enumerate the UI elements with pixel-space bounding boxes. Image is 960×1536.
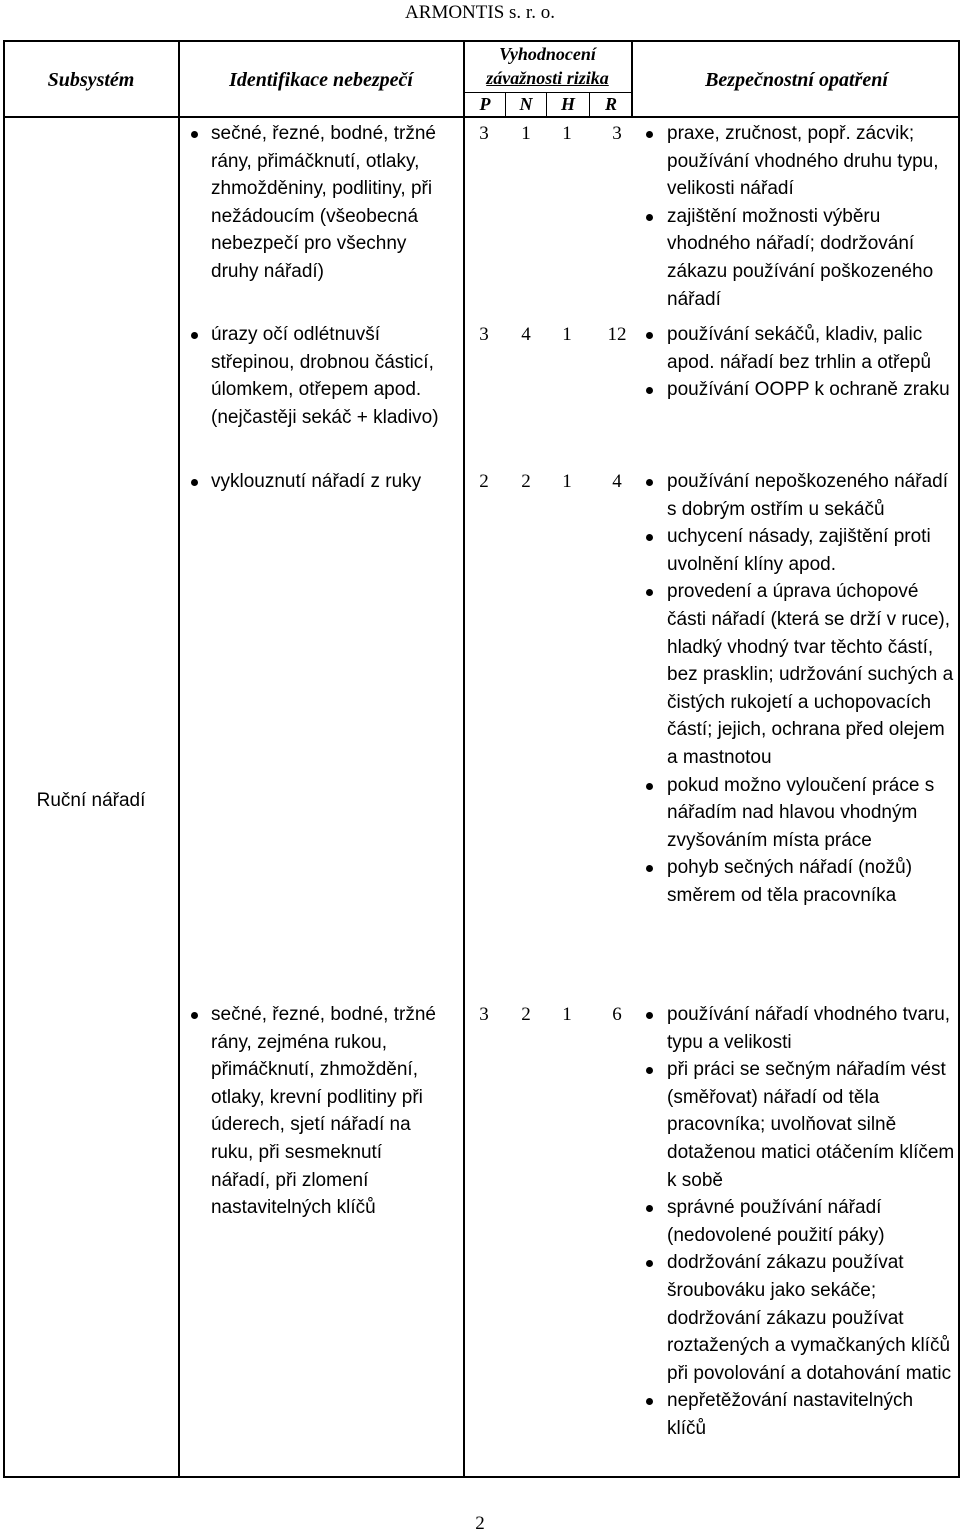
hazard-item	[181, 120, 446, 286]
score-n: 1	[521, 123, 531, 144]
measure-item	[637, 1249, 955, 1387]
measure-text: dodržování zákazu používat šroubováku jako sekáče; dodržování zákazu používat roztažených a vymačkaných klíčů při povolování a dotahování matic	[667, 1252, 952, 1384]
header-subsystem: Subsystém	[47, 69, 135, 91]
bullet-icon	[646, 1398, 653, 1405]
bullet-icon	[191, 332, 198, 339]
col-divider-1	[178, 40, 180, 1478]
measure-item	[637, 1194, 955, 1249]
measure-item	[637, 376, 955, 404]
measure-item	[637, 468, 955, 523]
header-bottom-border	[3, 116, 960, 118]
score-p: 3	[479, 123, 489, 144]
header-eval-line2: závažnosti rizika	[486, 68, 609, 88]
score-n: 2	[521, 471, 531, 492]
measure-item	[637, 523, 955, 578]
bullet-icon	[646, 214, 653, 221]
measure-item	[637, 120, 955, 203]
subsystem-name: Ruční nářadí	[36, 790, 146, 811]
bullet-icon	[646, 1012, 653, 1019]
measure-text: používání OOPP k ochraně zraku	[667, 379, 950, 401]
company-name: ARMONTIS s. r. o.	[405, 2, 555, 23]
measure-text: provedení a úprava úchopové části nářadí (která se drží v ruce), hladký vhodný tvar těchto částí, bez prasklin; udržování suchých a čistých rukojetí a uchopovacích částí; jejich, ochrana před olejem a mastnotou	[667, 581, 954, 768]
measure-text: správné používání nářadí (nedovolené použití páky)	[667, 1197, 885, 1246]
bullet-icon	[646, 534, 653, 541]
score-n: 2	[521, 1004, 531, 1025]
bullet-icon	[646, 865, 653, 872]
measure-text: nepřetěžování nastavitelných klíčů	[667, 1390, 914, 1439]
score-n: 4	[521, 324, 531, 345]
page-number: 2	[475, 1513, 485, 1534]
header-h: H	[560, 94, 575, 114]
measure-text: používání nepoškozeného nářadí s dobrým ostřím u sekáčů	[667, 471, 948, 520]
score-h: 1	[562, 1004, 572, 1025]
measure-item	[637, 1387, 955, 1442]
header-eval-line1: Vyhodnocení	[499, 44, 596, 64]
col-divider-2	[463, 40, 465, 1478]
hazard-item	[181, 468, 446, 496]
hazard-list-row-3	[181, 468, 446, 496]
bullet-icon	[646, 387, 653, 394]
hazard-text: úrazy očí odlétnuvší střepinou, drobnou částicí, úlomkem, otřepem apod. (nejčastěji sekáč + kladivo)	[211, 324, 439, 428]
bullet-icon	[646, 479, 653, 486]
score-r: 12	[607, 324, 627, 345]
measure-list-row-3	[637, 468, 955, 910]
score-p: 3	[479, 324, 489, 345]
measure-item	[637, 203, 955, 313]
score-r: 3	[612, 123, 622, 144]
header-n: N	[519, 94, 533, 114]
hazard-list-row-2	[181, 321, 446, 431]
hazard-item	[181, 1001, 446, 1222]
header-safety-measures: Bezpečnostní opatření	[705, 69, 888, 91]
score-h: 1	[562, 123, 572, 144]
bullet-icon	[646, 131, 653, 138]
score-r: 4	[612, 471, 622, 492]
table-left-border	[3, 40, 5, 1478]
measure-text: používání nářadí vhodného tvaru, typu a velikosti	[667, 1004, 951, 1053]
measure-item	[637, 1056, 955, 1194]
pnhr-divider-3	[589, 92, 590, 117]
bullet-icon	[646, 332, 653, 339]
measure-item	[637, 854, 955, 909]
hazard-text: sečné, řezné, bodné, tržné rány, přimáčknutí, otlaky, zhmožděniny, podlitiny, při nežádoucím (všeobecná nebezpečí pro všechny druhy nářadí)	[211, 123, 436, 282]
measure-list-row-1	[637, 120, 955, 313]
score-h: 1	[562, 324, 572, 345]
hazard-list-row-1	[181, 120, 446, 286]
bullet-icon	[191, 131, 198, 138]
measure-item	[637, 772, 955, 855]
measure-text: používání sekáčů, kladiv, palic apod. nářadí bez trhlin a otřepů	[667, 324, 932, 373]
score-h: 1	[562, 471, 572, 492]
hazard-text: sečné, řezné, bodné, tržné rány, zejména rukou, přimáčknutí, zhmoždění, otlaky, krevní podlitiny při úderech, sjetí nářadí na ruku, při sesmeknutí nářadí, při zlomení nastavitelných klíčů	[211, 1004, 436, 1219]
header-r: R	[604, 94, 617, 114]
measure-list-row-2	[637, 321, 955, 404]
measure-text: při práci se sečným nářadím vést (směřovat) nářadí od těla pracovníka; uvolňovat silně dotaženou matici otáčením klíčem k sobě	[667, 1059, 955, 1191]
score-p: 2	[479, 471, 489, 492]
bullet-icon	[646, 1067, 653, 1074]
measure-item	[637, 321, 955, 376]
bullet-icon	[646, 589, 653, 596]
hazard-item	[181, 321, 446, 431]
bullet-icon	[646, 1205, 653, 1212]
header-p: P	[479, 94, 491, 114]
bullet-icon	[191, 479, 198, 486]
score-r: 6	[612, 1004, 622, 1025]
hazard-list-row-4	[181, 1001, 446, 1222]
measure-text: pokud možno vyloučení práce s nářadím nad hlavou vhodným zvyšováním místa práce	[667, 774, 935, 851]
header-hazard-identification: Identifikace nebezpečí	[229, 69, 413, 91]
measure-text: uchycení násady, zajištění proti uvolnění klíny apod.	[667, 526, 931, 575]
pnhr-divider-2	[546, 92, 547, 117]
measure-item	[637, 578, 955, 771]
measure-list-row-4	[637, 1001, 955, 1443]
hazard-text: vyklouznutí nářadí z ruky	[211, 471, 422, 492]
table-bottom-border	[3, 1476, 960, 1478]
measure-text: praxe, zručnost, popř. zácvik; používání vhodného druhu typu, velikosti nářadí	[667, 123, 939, 200]
header-risk-evaluation	[465, 42, 630, 90]
bullet-icon	[191, 1012, 198, 1019]
measure-text: pohyb sečných nářadí (nožů) směrem od těla pracovníka	[667, 857, 913, 906]
measure-text: zajištění možnosti výběru vhodného nářadí; dodržování zákazu používání poškozeného nářadí	[667, 205, 934, 310]
score-p: 3	[479, 1004, 489, 1025]
measure-item	[637, 1001, 955, 1056]
bullet-icon	[646, 1260, 653, 1267]
bullet-icon	[646, 783, 653, 790]
